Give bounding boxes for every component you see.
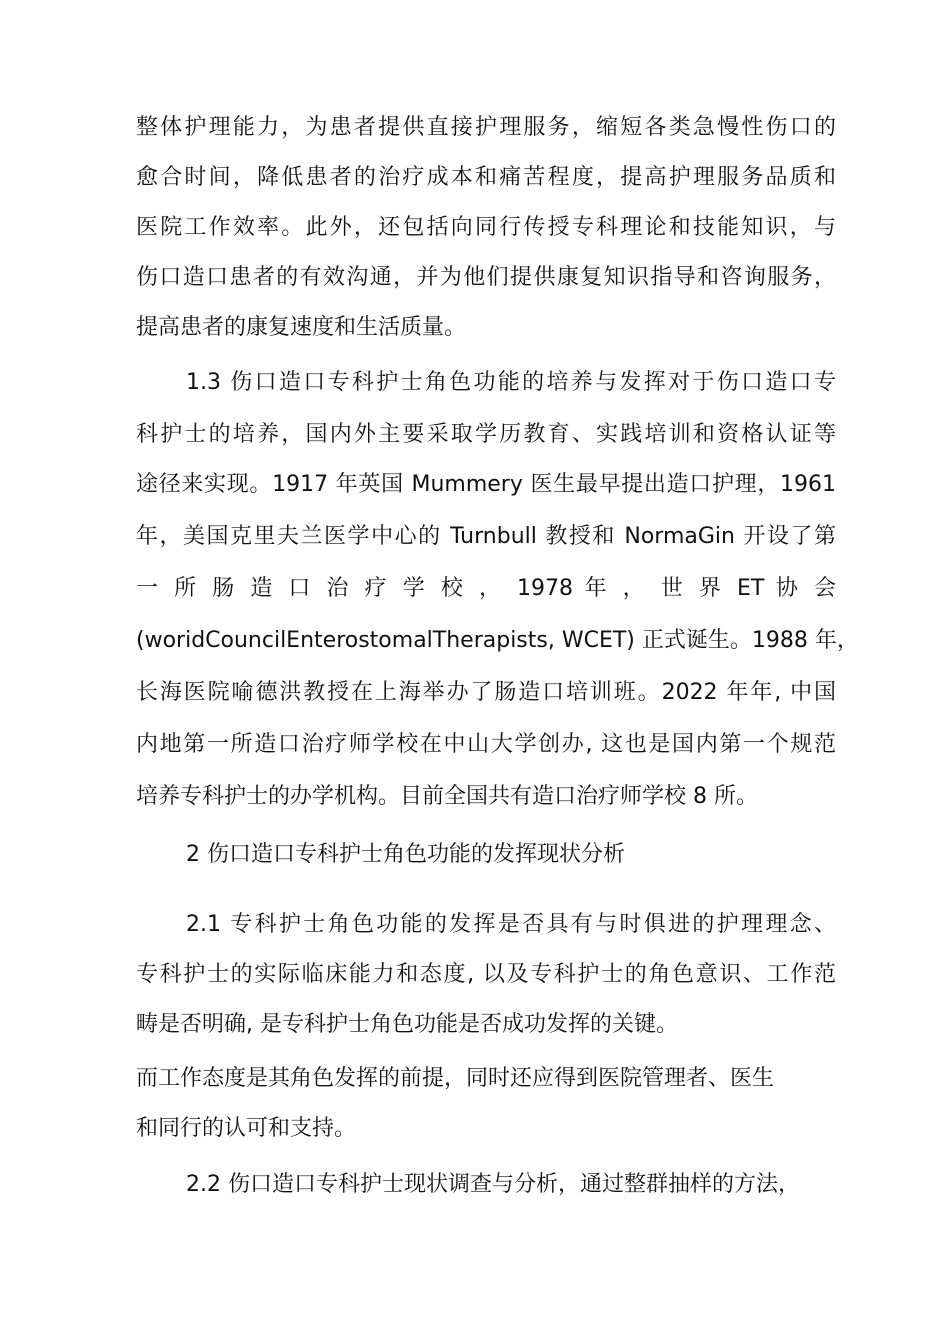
text-line: 提高患者的康复速度和生活质量。: [136, 315, 467, 340]
text-line: 科护士的培养，国内外主要采取学历教育、实践培训和资格认证等: [136, 422, 836, 447]
text-line: 一 所 肠 造 口 治 疗 学 校 ， 1978 年 ， 世 界 ET 协 会: [136, 576, 836, 601]
text-line: 整体护理能力，为患者提供直接护理服务，缩短各类急慢性伤口的: [136, 115, 836, 140]
section-heading-2-2: 2.2 伤口造口专科护士现状调查与分析，通过整群抽样的方法，: [186, 1172, 800, 1197]
section-heading-2: 2 伤口造口专科护士角色功能的发挥现状分析: [186, 842, 625, 867]
text-line: 培养专科护士的办学机构。目前全国共有造口治疗师学校 8 所。: [136, 784, 758, 809]
text-line: 途径来实现。1917 年英国 Mummery 医生最早提出造口护理，1961: [136, 472, 836, 497]
text-line: 愈合时间，降低患者的治疗成本和痛苦程度，提高护理服务品质和: [136, 165, 836, 190]
text-line: 伤口造口患者的有效沟通，并为他们提供康复知识指导和咨询服务，: [136, 265, 836, 290]
section-heading-2-1: 2.1 专科护士角色功能的发挥是否具有与时俱进的护理理念、: [186, 912, 836, 937]
text-line: (woridCouncilEnterostomalTherapists, WCET) 正式诞生。1988 年，: [136, 628, 859, 653]
text-line: 畴是否明确, 是专科护士角色功能是否成功发挥的关键。: [136, 1012, 678, 1037]
text-line: 医院工作效率。此外，还包括向同行传授专科理论和技能知识，与: [136, 215, 836, 240]
text-line: 年，美国克里夫兰医学中心的 Turnbull 教授和 NormaGin 开设了第: [136, 524, 836, 549]
text-line: 而工作态度是其角色发挥的前提，同时还应得到医院管理者、医生: [136, 1066, 775, 1091]
text-line: 长海医院喻德洪教授在上海举办了肠造口培训班。2022 年年, 中国: [136, 680, 836, 705]
text-line: 专科护士的实际临床能力和态度, 以及专科护士的角色意识、工作范: [136, 962, 836, 987]
text-line: 和同行的认可和支持。: [136, 1116, 357, 1141]
text-line: 内地第一所造口治疗师学校在中山大学创办, 这也是国内第一个规范: [136, 732, 836, 757]
section-heading-1-3: 1.3 伤口造口专科护士角色功能的培养与发挥对于伤口造口专: [186, 370, 836, 395]
